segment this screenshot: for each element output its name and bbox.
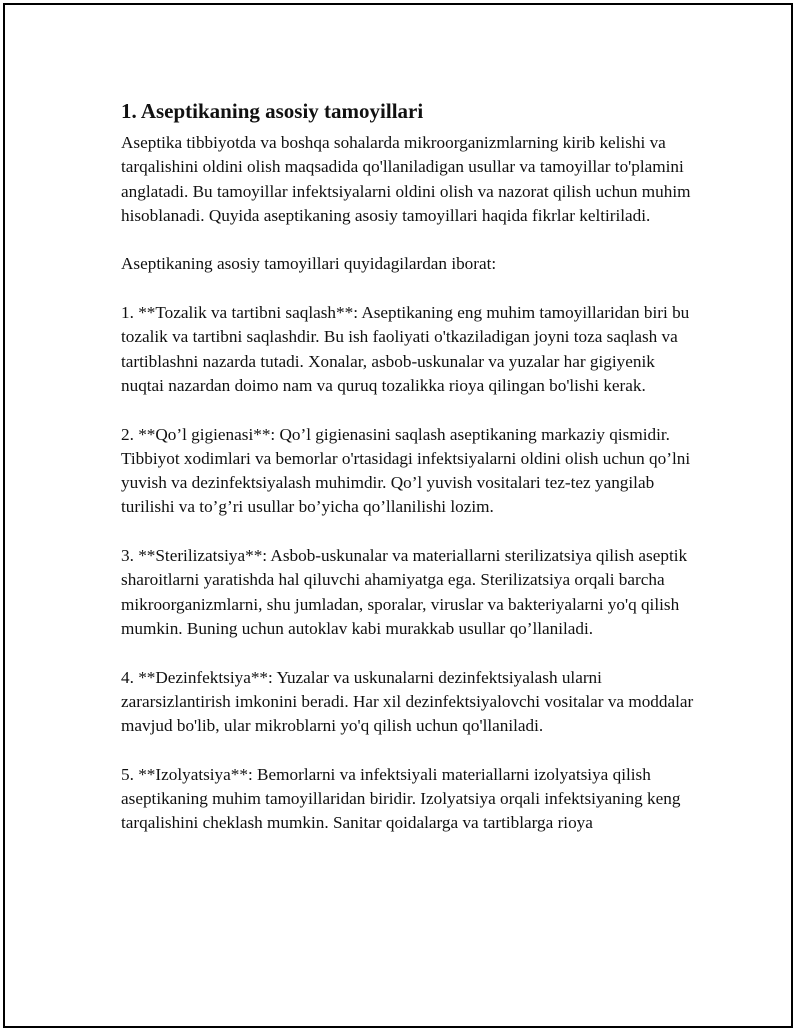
paragraph-item-1: 1. **Tozalik va tartibni saqlash**: Aseptikaning eng muhim tamoyillaridan biri bu tozalik va tartibni saqlashdir. Bu ish faoliyati o'tkaziladigan joyni toza saqlash va tartiblashni nazarda tutadi. Xonalar, asbob-uskunalar va yuzalar har gigiyenik nuqtai nazardan doimo nam va quruq tozalikka rioya qilingan bo'lishi kerak. (121, 303, 690, 395)
paragraph-list-lead: Aseptikaning asosiy tamoyillari quyidagilardan iborat: (121, 254, 497, 274)
paragraph-intro: Aseptika tibbiyotda va boshqa sohalarda mikroorganizmlarning kirib kelishi va tarqalishini oldini olish maqsadida qo'llaniladigan usullar va tamoyillar to'plamini anglatadi. Bu tamoyillar infektsiyalarni oldini olish va nazorat qilish uchun muhim hisoblanadi. Quyida aseptikaning asosiy tamoyillari haqida fikrlar keltiriladi. (121, 133, 691, 225)
paragraph-item-5: 5. **Izolyatsiya**: Bemorlarni va infektsiyali materiallarni izolyatsiya qilish aseptikaning muhim tamoyillaridan biridir. Izolyatsiya orqali infektsiyaning keng tarqalishini cheklash mumkin. Sanitar qoidalarga va tartiblarga rioya (121, 764, 681, 833)
paragraph-item-2: 2. **Qo’l gigienasi**: Qo’l gigienasini saqlash aseptikaning markaziy qismidir. Tibbiyot xodimlari va bemorlar o'rtasidagi infektsiyalarni oldini olish uchun qo’lni yuvish va dezinfektsiyalash muhimdir. Qo’l yuvish vositalari tez-tez yangilab turilishi va to’g’ri usullar bo’yicha qo’llanilishi lozim. (121, 424, 691, 517)
paragraph-item-3: 3. **Sterilizatsiya**: Asbob-uskunalar va materiallarni sterilizatsiya qilish aseptik sharoitlarni yaratishda hal qiluvchi ahamiyatga ega. Sterilizatsiya orqali barcha mikroorganizmlarni, shu jumladan, sporalar, viruslar va bakteriyalarni yo'q qilish mumkin. Buning uchun autoklav kabi murakkab usullar qo’llaniladi. (121, 546, 688, 638)
document-body (121, 97, 701, 860)
page-frame (3, 3, 793, 1028)
page-title: 1. Aseptikaning asosiy tamoyillari (121, 99, 424, 123)
paragraph-item-4: 4. **Dezinfektsiya**: Yuzalar va uskunalarni dezinfektsiyalash ularni zararsizlantirish imkonini beradi. Har xil dezinfektsiyalovchi vositalar va moddalar mavjud bo'lib, ular mikroblarni yo'q qilish uchun qo'llaniladi. (121, 667, 694, 736)
